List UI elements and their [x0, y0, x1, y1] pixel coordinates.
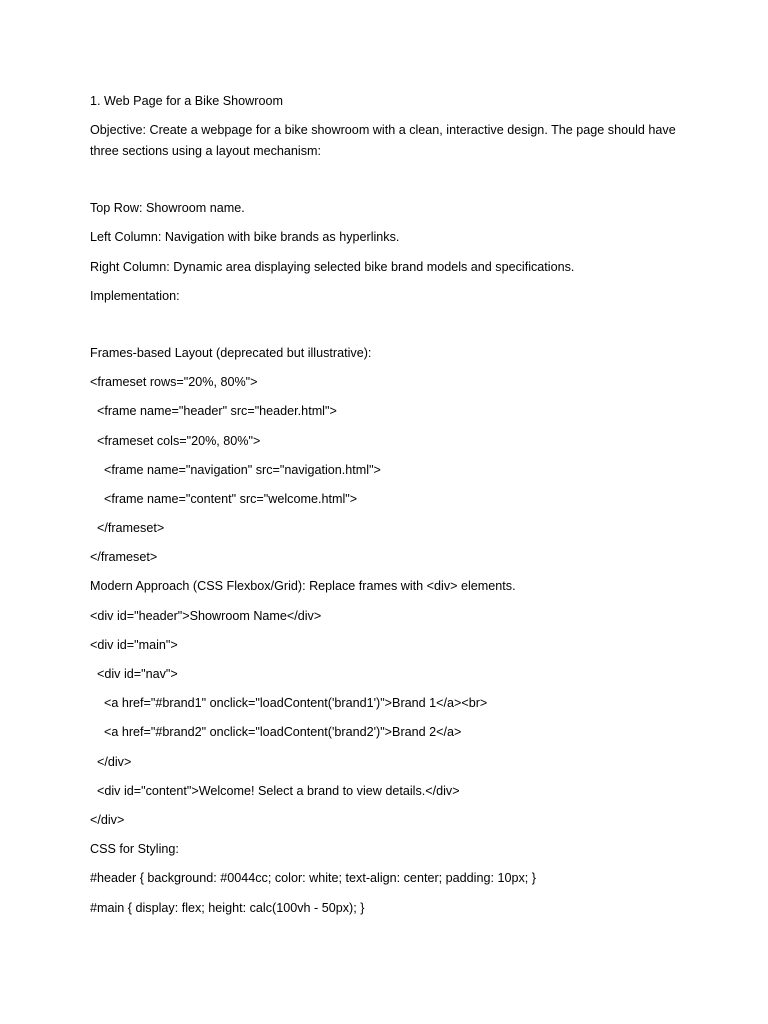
modern-code-line: <a href="#brand2" onclick="loadContent('brand2')">Brand 2</a> — [90, 725, 462, 740]
document-body — [90, 91, 690, 927]
section-right-column: Right Column: Dynamic area displaying selected bike brand models and specifications. — [90, 259, 575, 274]
blank-line — [90, 170, 690, 198]
modern-code-line: <div id="nav"> — [90, 667, 178, 681]
implementation-heading: Implementation: — [90, 288, 180, 303]
section-top-row: Top Row: Showroom name. — [90, 201, 245, 216]
modern-code-line: <div id="content">Welcome! Select a brand to view details.</div> — [90, 783, 460, 798]
frames-code-line: <frameset cols="20%, 80%"> — [90, 433, 261, 448]
objective-paragraph: Objective: Create a webpage for a bike showroom with a clean, interactive design. The page should have three sections using a layout mechanism: — [90, 123, 676, 158]
document-title: 1. Web Page for a Bike Showroom — [90, 94, 283, 108]
modern-code-line: </div> — [90, 754, 132, 769]
frames-code-line: </frameset> — [90, 550, 158, 565]
frames-code-line: </frameset> — [90, 521, 165, 536]
frames-code-line: <frame name="navigation" src="navigation.html"> — [90, 462, 381, 477]
frames-code-line: <frame name="header" src="header.html"> — [90, 404, 337, 419]
modern-code-line: <a href="#brand1" onclick="loadContent('brand1')">Brand 1</a><br> — [90, 696, 488, 711]
modern-code-line: <div id="main"> — [90, 637, 178, 652]
frames-code-line: <frame name="content" src="welcome.html"> — [90, 491, 358, 506]
frames-heading: Frames-based Layout (deprecated but illustrative): — [90, 345, 372, 360]
modern-code-line: <div id="header">Showroom Name</div> — [90, 608, 322, 623]
css-code-line: #header { background: #0044cc; color: white; text-align: center; padding: 10px; } — [90, 871, 536, 886]
css-code-line: #main { display: flex; height: calc(100vh - 50px); } — [90, 900, 365, 915]
modern-approach-heading: Modern Approach (CSS Flexbox/Grid): Replace frames with <div> elements. — [90, 579, 516, 594]
section-left-column: Left Column: Navigation with bike brands as hyperlinks. — [90, 230, 400, 245]
css-heading: CSS for Styling: — [90, 842, 179, 857]
modern-code-line: </div> — [90, 812, 125, 827]
blank-line — [90, 315, 690, 343]
frames-code-line: <frameset rows="20%, 80%"> — [90, 375, 258, 390]
